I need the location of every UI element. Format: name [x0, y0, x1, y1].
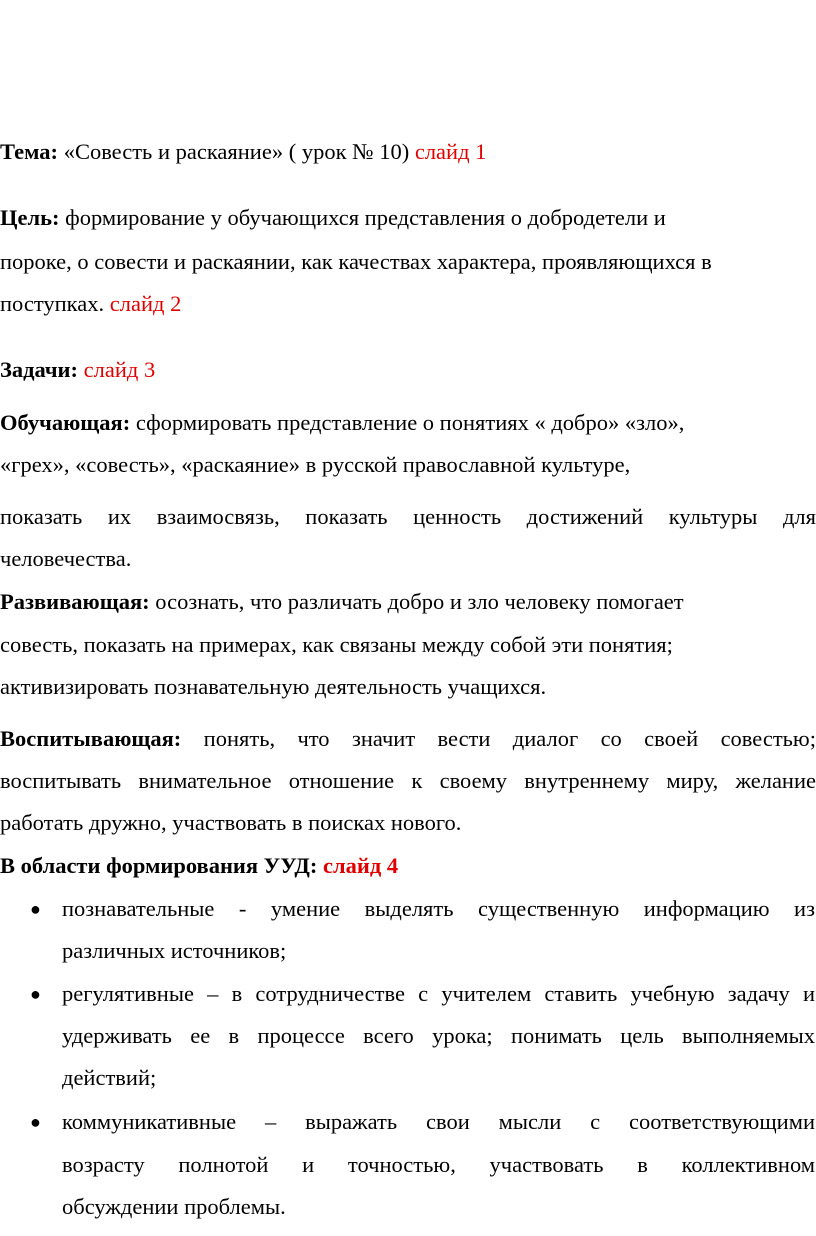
teaching-text-1: сформировать представление о понятиях « добро» «зло», [130, 410, 685, 435]
bullet-1-text-1: познавательные - умение выделять существенную информацию из [62, 896, 815, 921]
tasks-heading [0, 356, 816, 384]
bullet-icon: ● [30, 899, 41, 919]
educating-line-1 [0, 725, 816, 753]
uud-slide: слайд 4 [323, 853, 399, 878]
bullet-1-line-1 [62, 895, 815, 923]
tasks-label: Задачи: [0, 357, 79, 382]
developing-line-3 [0, 673, 816, 701]
topic-label: Тема: [0, 139, 59, 164]
goal-line-1 [0, 204, 816, 232]
developing-text-2: совесть, показать на примерах, как связаны между собой эти понятия; [0, 632, 673, 657]
bullet-3-text-2: возрасту полнотой и точностью, участвовать в коллективном [62, 1152, 815, 1177]
teaching-text-2: «грех», «совесть», «раскаяние» в русской православной культуре, [0, 452, 631, 477]
bullet-2-line-3 [62, 1064, 815, 1092]
educating-label: Воспитывающая: [0, 726, 182, 751]
educating-line-3 [0, 809, 816, 837]
educating-text-2: воспитывать внимательное отношение к своему внутреннему миру, желание [0, 768, 816, 793]
tasks-slide: слайд 3 [78, 357, 156, 382]
bullet-3-text-1: коммуникативные – выражать свои мысли с соответствующими [62, 1109, 815, 1134]
goal-text-2: пороке, о совести и раскаянии, как качествах характера, проявляющихся в [0, 249, 712, 274]
topic-text: «Совесть и раскаяние» ( урок № 10) [58, 139, 415, 164]
developing-text-1: осознать, что различать добро и зло человеку помогает [149, 589, 684, 614]
educating-text-3: работать дружно, участвовать в поисках нового. [0, 810, 462, 835]
bullet-icon: ● [30, 984, 41, 1004]
uud-label: В области формирования УУД: [0, 853, 324, 878]
developing-text-3: активизировать познавательную деятельность учащихся. [0, 674, 547, 699]
goal-slide: слайд 2 [109, 291, 182, 316]
bullet-3-line-2 [62, 1151, 815, 1179]
uud-heading [0, 852, 816, 880]
teaching-line-3 [0, 503, 816, 531]
goal-line-3 [0, 290, 816, 318]
bullet-2-text-2: удерживать ее в процессе всего урока; понимать цель выполняемых [62, 1023, 815, 1048]
bullet-2-line-2 [62, 1022, 815, 1050]
developing-line-1 [0, 588, 816, 616]
goal-label: Цель: [0, 205, 60, 230]
teaching-line-2 [0, 451, 816, 479]
teaching-line-1 [0, 409, 816, 437]
developing-label: Развивающая: [0, 589, 150, 614]
bullet-2-text-3: действий; [62, 1065, 157, 1090]
goal-text-3: поступках. [0, 291, 110, 316]
topic-line [0, 138, 816, 166]
educating-text-1: понять, что значит вести диалог со своей совестью; [181, 726, 816, 751]
bullet-1-text-2: различных источников; [62, 938, 287, 963]
topic-slide: слайд 1 [414, 139, 487, 164]
bullet-3-line-3 [62, 1193, 815, 1221]
teaching-line-4 [0, 545, 816, 573]
teaching-text-4: человечества. [0, 546, 132, 571]
goal-text-1: формирование у обучающихся представления о добродетели и [59, 205, 666, 230]
bullet-3-text-3: обсуждении проблемы. [62, 1194, 286, 1219]
developing-line-2 [0, 631, 816, 659]
bullet-icon: ● [30, 1112, 41, 1132]
goal-line-2 [0, 248, 816, 276]
educating-line-2 [0, 767, 816, 795]
bullet-3-line-1 [62, 1108, 815, 1136]
bullet-2-line-1 [62, 980, 815, 1008]
bullet-1-line-2 [62, 937, 815, 965]
teaching-label: Обучающая: [0, 410, 131, 435]
teaching-text-3: показать их взаимосвязь, показать ценность достижений культуры для [0, 504, 816, 529]
bullet-2-text-1: регулятивные – в сотрудничестве с учителем ставить учебную задачу и [62, 981, 815, 1006]
